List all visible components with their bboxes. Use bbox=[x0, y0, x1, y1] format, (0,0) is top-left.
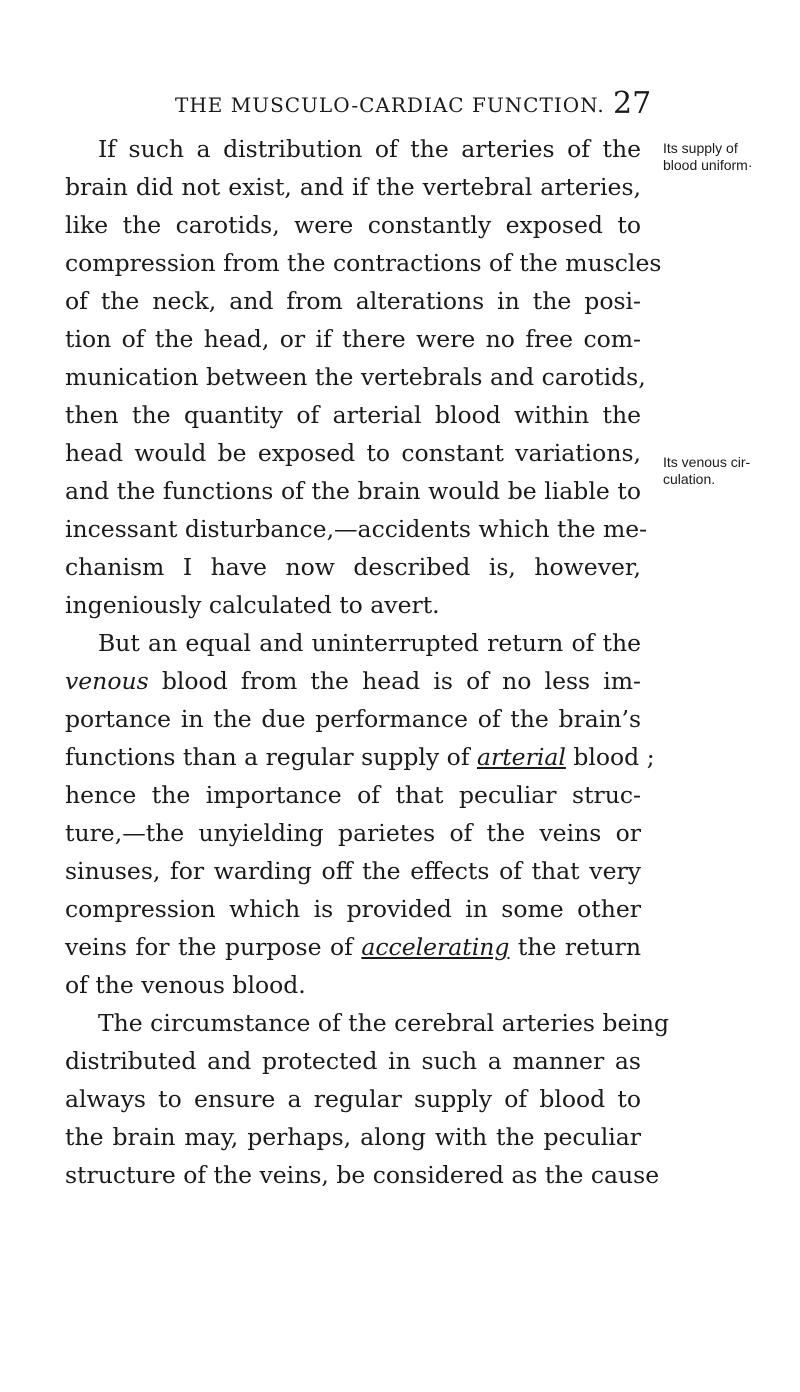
text-line: head would be exposed to constant variations, bbox=[65, 439, 641, 467]
text-line bbox=[65, 738, 655, 776]
text-line: chanism I have now described is, however, bbox=[65, 553, 641, 581]
text-line: portance in the due performance of the brain’s bbox=[65, 705, 641, 733]
text-line: compression which is provided in some other bbox=[65, 895, 641, 923]
text-line: the brain may, perhaps, along with the peculiar bbox=[65, 1123, 641, 1151]
text-line: structure of the veins, be considered as the cause bbox=[65, 1161, 660, 1189]
text-run: functions than a regular supply of bbox=[65, 743, 477, 771]
margin-note-line: Its venous cir- bbox=[663, 454, 751, 470]
text-line: ture,—the unyielding parietes of the veins or bbox=[65, 819, 641, 847]
text-run: blood ; bbox=[565, 743, 655, 771]
emphasis-venous: venous bbox=[65, 667, 149, 695]
text-line: always to ensure a regular supply of blood to bbox=[65, 1085, 641, 1113]
text-line: distributed and protected in such a manner as bbox=[65, 1047, 641, 1075]
text-line: incessant disturbance,—accidents which the me- bbox=[65, 515, 648, 543]
text-line: hence the importance of that peculiar struc- bbox=[65, 781, 641, 809]
text-line bbox=[65, 928, 641, 966]
text-line: then the quantity of arterial blood within the bbox=[65, 401, 641, 429]
text-line: of the neck, and from alterations in the posi- bbox=[65, 287, 641, 315]
margin-note-line: Its supply of bbox=[663, 140, 738, 156]
text-line: and the functions of the brain would be liable to bbox=[65, 477, 641, 505]
text-line: If such a distribution of the arteries of the bbox=[98, 135, 641, 163]
page-number: 27 bbox=[613, 86, 652, 121]
text-line: But an equal and uninterrupted return of the bbox=[98, 629, 641, 657]
emphasis-accelerating: accelerating bbox=[361, 933, 510, 961]
text-line: compression from the contractions of the muscles bbox=[65, 249, 662, 277]
text-run: veins for the purpose of bbox=[65, 933, 362, 961]
text-line: munication between the vertebrals and carotids, bbox=[65, 363, 646, 391]
text-line bbox=[65, 662, 641, 700]
text-line: brain did not exist, and if the vertebral arteries, bbox=[65, 173, 641, 201]
text-run: blood from the head is of no less im- bbox=[148, 667, 641, 695]
text-line: like the carotids, were constantly exposed to bbox=[65, 211, 641, 239]
margin-note-line: culation. bbox=[663, 471, 716, 487]
text-line: tion of the head, or if there were no free com- bbox=[65, 325, 641, 353]
margin-note-line: blood uniform· bbox=[663, 157, 753, 173]
text-line: The circumstance of the cerebral arteries being bbox=[98, 1009, 670, 1037]
text-line: ingeniously calculated to avert. bbox=[65, 591, 440, 619]
running-title: THE MUSCULO-CARDIAC FUNCTION. bbox=[175, 93, 605, 117]
text-run: the return bbox=[509, 933, 641, 961]
margin-note-venous bbox=[663, 454, 800, 488]
margin-note-supply bbox=[663, 140, 800, 174]
text-line: of the venous blood. bbox=[65, 971, 306, 999]
emphasis-arterial: arterial bbox=[476, 743, 566, 771]
text-line: sinuses, for warding off the effects of that very bbox=[65, 857, 641, 885]
